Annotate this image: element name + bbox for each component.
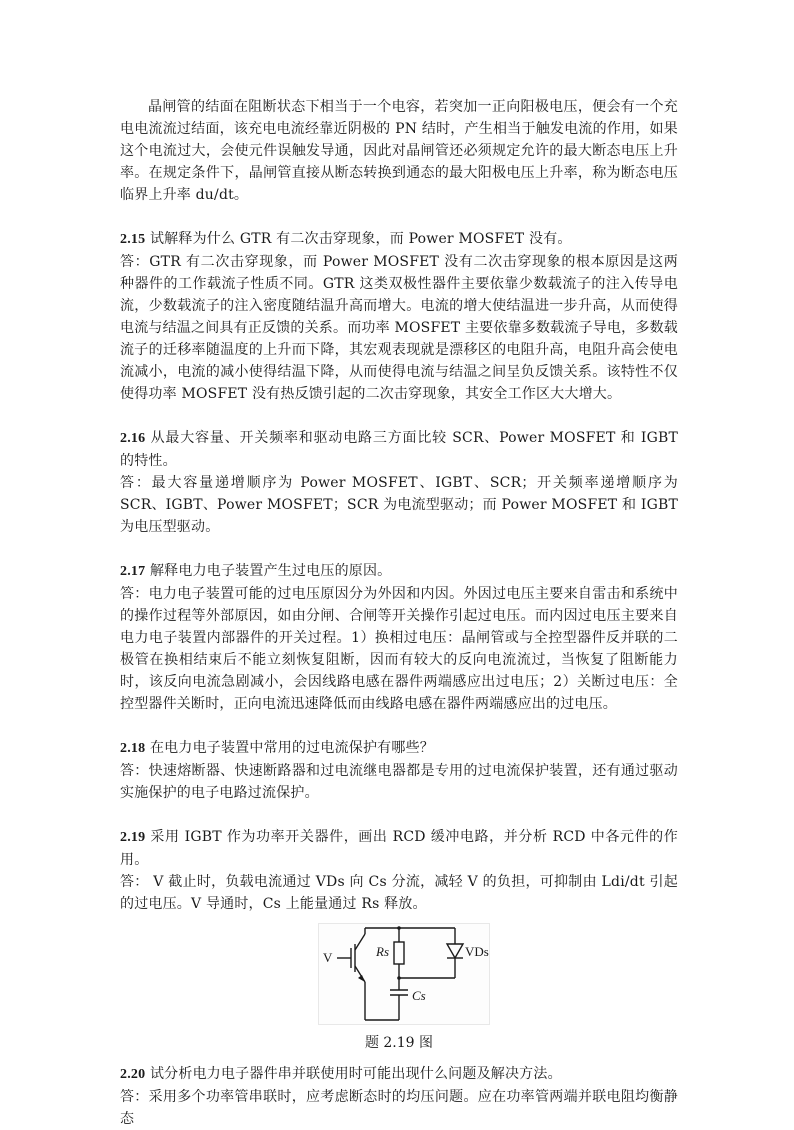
answer-2-17: 答：电力电子装置可能的过电压原因分为外因和内因。外因过电压主要来自雷击和系统中的操作过程等外部原因，如由分闸、合闸等开关操作引起过电压。而内因过电压主要来自电力电子装置内部器件的开关过程。1）换相过电压：晶闸管或与全控型器件反并联的二极管在换相结束后不能立刻恢复阻断，因而有较大的反向电流流过，当恢复了阻断能力时，该反向电流急剧减小，会因线路电感在器件两端感应出过电压；2）关断过电压：全控型器件关断时，正向电流迅速降低而由线路电感在器件两端感应出的过电压。 bbox=[120, 586, 678, 712]
intro-paragraph: 晶闸管的结面在阻断状态下相当于一个电容，若突加一正向阳极电压，便会有一个充电电流流过结面，该充电电流经靠近阴极的 PN 结时，产生相当于触发电流的作用，如果这个电流过大，会使元件误触发导通，因此对晶闸管还必须规定允许的最大断态电压上升率。在规定条件下，晶闸管直接从断态转换到通态的最大阳极电压上升率，称为断态电压临界上升率 du/dt。 bbox=[120, 99, 678, 203]
question-number: 2.19 bbox=[120, 830, 146, 845]
node-dot bbox=[397, 976, 401, 980]
answer-2-15: 答：GTR 有二次击穿现象，而 Power MOSFET 没有二次击穿现象的根本原因是这两种器件的工作载流子性质不同。GTR 这类双极性器件主要依靠少数载流子的注入传导电流，少数载流子的注入密度随结温升高而增大。电流的增大使结温进一步升高，从而使得电流与结温之间具有正反馈的关系。而功率 MOSFET 主要依靠多数载流子导电，多数载流子的迁移率随温度的上升而下降，其宏观表现就是漂移区的电阻升高，电阻升高会使电流减小，电流的减小使得结温下降，从而使得电流与结温之间呈负反馈关系。该特性不仅使得功率 MOSFET 没有热反馈引起的二次击穿现象，其安全工作区大大增大。 bbox=[120, 254, 678, 402]
qa-block-2-20 bbox=[120, 1063, 678, 1130]
answer-2-16: 答：最大容量递增顺序为 Power MOSFET、IGBT、SCR；开关频率递增顺序为 SCR、IGBT、Power MOSFET；SCR 为电流型驱动；而 Power MOSFET 和 IGBT 为电压型驱动。 bbox=[120, 475, 678, 535]
question-text: 试解释为什么 GTR 有二次击穿现象，而 Power MOSFET 没有。 bbox=[149, 231, 572, 247]
question-text: 解释电力电子装置产生过电压的原因。 bbox=[149, 563, 392, 579]
question-text: 试分析电力电子器件串并联使用时可能出现什么问题及解决方法。 bbox=[149, 1066, 562, 1082]
emitter-arrow-icon bbox=[358, 975, 365, 982]
answer-2-19: 答： V 截止时，负载电流通过 VDs 向 Cs 分流，减轻 V 的负担，可抑制由 Ldi/dt 引起的过电压。V 导通时，Cs 上能量通过 Rs 释放。 bbox=[120, 874, 678, 912]
qa-block-2-15 bbox=[120, 228, 678, 405]
rs-resistor bbox=[394, 942, 404, 964]
question-number: 2.18 bbox=[120, 741, 146, 756]
question-number: 2.20 bbox=[120, 1067, 146, 1082]
qa-block-2-19 bbox=[120, 826, 678, 915]
rcd-circuit-figure bbox=[120, 923, 678, 1063]
question-number: 2.17 bbox=[120, 564, 146, 579]
rcd-snubber-diagram bbox=[319, 924, 489, 1024]
question-text: 在电力电子装置中常用的过电流保护有哪些？ bbox=[149, 740, 434, 756]
qa-block-2-16 bbox=[120, 427, 678, 538]
document-body bbox=[120, 96, 678, 1130]
label-cs: Cs bbox=[412, 988, 426, 1003]
circuit-frame bbox=[318, 923, 490, 1025]
label-v: V bbox=[323, 950, 333, 965]
label-rs: Rs bbox=[376, 944, 389, 959]
label-vds: VDs bbox=[465, 944, 489, 959]
question-number: 2.16 bbox=[120, 431, 146, 446]
figure-caption: 题 2.19 图 bbox=[364, 1035, 434, 1051]
question-2-15 bbox=[120, 228, 678, 251]
question-2-19 bbox=[120, 826, 678, 871]
vds-diode-symbol bbox=[447, 944, 463, 958]
question-2-16 bbox=[120, 427, 678, 472]
collector-lead bbox=[355, 934, 365, 950]
question-text: 采用 IGBT 作为功率开关器件，画出 RCD 缓冲电路，并分析 RCD 中各元件的作用。 bbox=[120, 829, 678, 868]
node-dot bbox=[397, 926, 401, 930]
question-number: 2.15 bbox=[120, 232, 146, 247]
answer-2-20: 答：采用多个功率管串联时，应考虑断态时的均压问题。应在功率管两端并联电阻均衡静态 bbox=[120, 1089, 678, 1127]
question-2-17 bbox=[120, 560, 678, 583]
question-2-18 bbox=[120, 737, 678, 760]
question-2-20 bbox=[120, 1063, 678, 1086]
qa-block-2-18 bbox=[120, 737, 678, 804]
qa-block-2-17 bbox=[120, 560, 678, 715]
question-text: 从最大容量、开关频率和驱动电路三方面比较 SCR、Power MOSFET 和 IGBT 的特性。 bbox=[120, 430, 679, 469]
answer-2-18: 答：快速熔断器、快速断路器和过电流继电器都是专用的过电流保护装置，还有通过驱动实施保护的电子电路过流保护。 bbox=[120, 763, 678, 801]
